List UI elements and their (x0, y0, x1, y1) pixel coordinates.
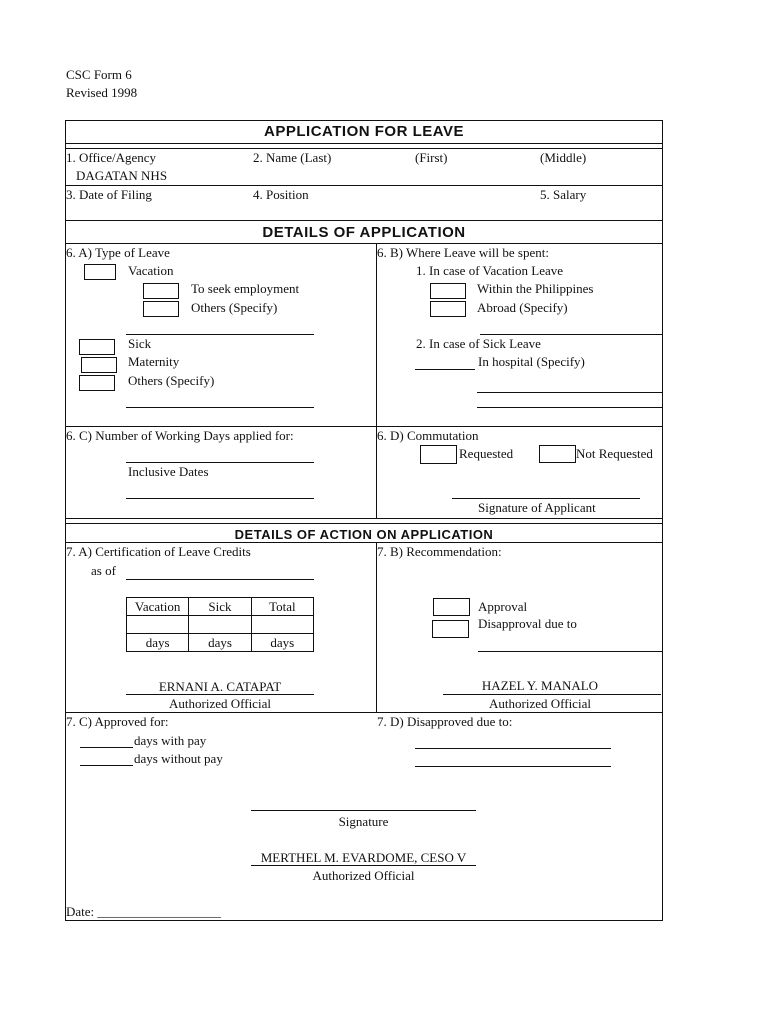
within-ph-checkbox[interactable] (430, 283, 466, 299)
revision-note: Revised 1998 (66, 85, 138, 100)
final-official-name: MERTHEL M. EVARDOME, CESO V (260, 850, 467, 865)
divider (65, 243, 663, 244)
column-divider (376, 542, 377, 712)
disapproved-line[interactable] (415, 766, 611, 767)
total-credit-cell[interactable] (251, 616, 313, 634)
salary-label: 5. Salary (540, 187, 587, 202)
name-last-label: 2. Name (Last) (253, 150, 332, 165)
divider (65, 220, 663, 221)
office-value: DAGATAN NHS (76, 168, 168, 183)
recommendation-heading: 7. B) Recommendation: (377, 544, 502, 559)
divider (65, 518, 663, 519)
abroad-line[interactable] (480, 334, 662, 335)
divider (65, 426, 663, 427)
days-with-pay-blank[interactable] (80, 747, 133, 748)
requested-label: Requested (459, 446, 514, 461)
sick-case-label: 2. In case of Sick Leave (416, 336, 541, 351)
column-divider (376, 243, 377, 518)
office-label: 1. Office/Agency (66, 150, 157, 165)
requested-checkbox[interactable] (420, 445, 457, 464)
sick-label: Sick (128, 336, 152, 351)
vacation-checkbox[interactable] (84, 264, 116, 280)
seek-employment-checkbox[interactable] (143, 283, 179, 299)
abroad-label: Abroad (Specify) (477, 300, 568, 315)
table-header-vacation: Vacation (127, 598, 189, 616)
working-days-heading: 6. C) Number of Working Days applied for: (66, 428, 294, 443)
vacation-credit-cell[interactable] (127, 616, 189, 634)
leave-credits-table (126, 597, 314, 652)
divider (65, 542, 663, 543)
others-vacation-line[interactable] (126, 334, 314, 335)
recommending-official-name: HAZEL Y. MANALO (481, 678, 599, 693)
form-title: APPLICATION FOR LEAVE (264, 123, 464, 140)
disapproval-checkbox[interactable] (432, 620, 469, 638)
applicant-signature-label: Signature of Applicant (478, 500, 596, 515)
in-hospital-label: In hospital (Specify) (478, 354, 585, 369)
approval-checkbox[interactable] (433, 598, 470, 616)
sick-checkbox[interactable] (79, 339, 115, 355)
days-with-pay-label: days with pay (134, 733, 207, 748)
signature-line (251, 865, 476, 866)
signature-line (126, 694, 314, 695)
divider (65, 712, 663, 713)
type-of-leave-heading: 6. A) Type of Leave (66, 245, 170, 260)
form-number: CSC Form 6 (66, 67, 132, 82)
within-ph-label: Within the Philippines (477, 281, 594, 296)
abroad-checkbox[interactable] (430, 301, 466, 317)
commutation-heading: 6. D) Commutation (377, 428, 479, 443)
vacation-label: Vacation (128, 263, 174, 278)
sick-unit: days (189, 634, 251, 652)
disapproval-line[interactable] (478, 651, 662, 652)
as-of-label: as of (91, 563, 116, 578)
divider (65, 523, 663, 524)
hospital-line[interactable] (477, 392, 662, 393)
divider (65, 143, 663, 144)
action-heading: DETAILS OF ACTION ON APPLICATION (234, 527, 494, 542)
maternity-label: Maternity (128, 354, 180, 369)
not-requested-checkbox[interactable] (539, 445, 576, 463)
vacation-unit: days (127, 634, 189, 652)
disapproved-line[interactable] (415, 748, 611, 749)
disapproval-label: Disapproval due to (478, 616, 577, 631)
hospital-blank[interactable] (415, 369, 475, 370)
as-of-line[interactable] (126, 579, 314, 580)
others-leave-line[interactable] (126, 407, 314, 408)
others-vacation-checkbox[interactable] (143, 301, 179, 317)
others-vacation-label: Others (Specify) (191, 300, 278, 315)
others-leave-checkbox[interactable] (79, 375, 115, 391)
certifying-official-title: Authorized Official (169, 696, 271, 711)
date-filing-label: 3. Date of Filing (66, 187, 152, 202)
date-field[interactable]: Date: ___________________ (66, 904, 221, 919)
not-requested-label: Not Requested (576, 446, 653, 461)
total-unit: days (251, 634, 313, 652)
hospital-line[interactable] (477, 407, 662, 408)
certifying-official-name: ERNANI A. CATAPAT (158, 679, 282, 694)
where-spent-heading: 6. B) Where Leave will be spent: (377, 245, 549, 260)
divider (65, 148, 663, 149)
signature-line (443, 694, 661, 695)
details-heading: DETAILS OF APPLICATION (262, 224, 466, 241)
disapproved-heading: 7. D) Disapproved due to: (377, 714, 513, 729)
sick-credit-cell[interactable] (189, 616, 251, 634)
vacation-case-label: 1. In case of Vacation Leave (416, 263, 564, 278)
others-leave-label: Others (Specify) (128, 373, 215, 388)
seek-employment-label: To seek employment (191, 281, 300, 296)
name-first-label: (First) (415, 150, 448, 165)
table-header-total: Total (251, 598, 313, 616)
divider (65, 185, 663, 186)
name-middle-label: (Middle) (540, 150, 587, 165)
days-without-pay-label: days without pay (134, 751, 223, 766)
final-signature-line[interactable] (251, 810, 476, 811)
certification-heading: 7. A) Certification of Leave Credits (66, 544, 251, 559)
days-without-pay-blank[interactable] (80, 765, 133, 766)
applicant-signature-line[interactable] (452, 498, 640, 499)
approved-for-heading: 7. C) Approved for: (66, 714, 169, 729)
final-official-title: Authorized Official (312, 868, 415, 883)
working-days-line[interactable] (126, 462, 314, 463)
position-label: 4. Position (253, 187, 309, 202)
inclusive-dates-label: Inclusive Dates (128, 464, 209, 479)
inclusive-dates-line[interactable] (126, 498, 314, 499)
maternity-checkbox[interactable] (81, 357, 117, 373)
table-header-sick: Sick (189, 598, 251, 616)
approval-label: Approval (478, 599, 528, 614)
recommending-official-title: Authorized Official (489, 696, 591, 711)
signature-label: Signature (338, 814, 389, 829)
